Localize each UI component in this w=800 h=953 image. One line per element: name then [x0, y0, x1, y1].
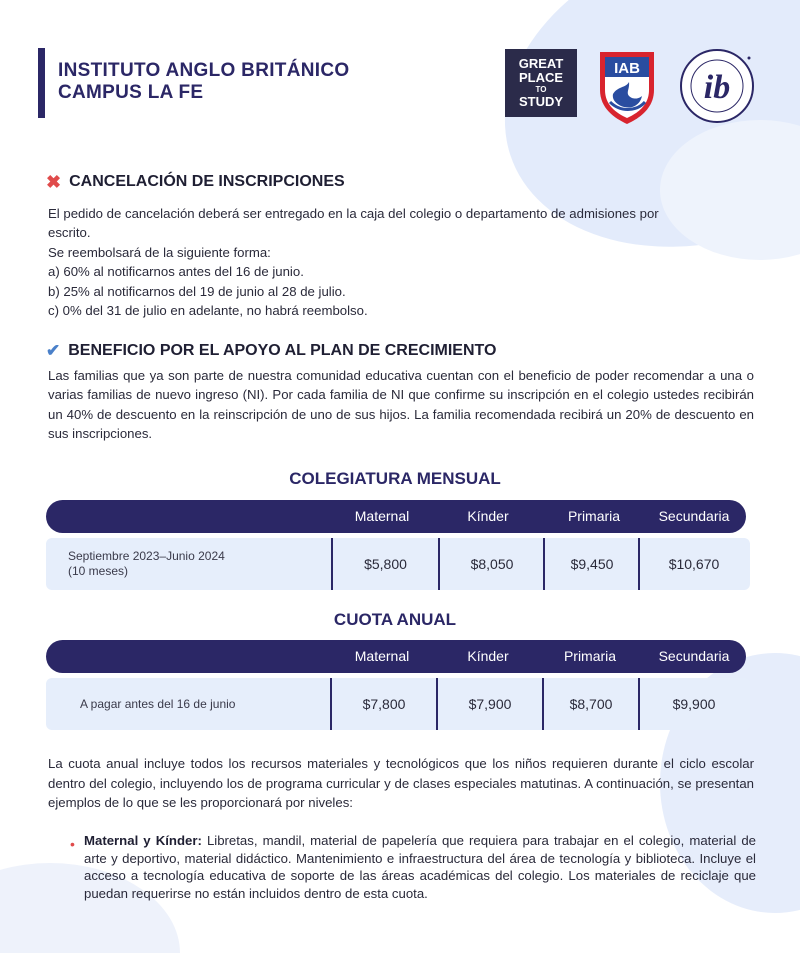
monthly-tuition-title: COLEGIATURA MENSUAL: [289, 469, 501, 488]
school-name-line1: INSTITUTO ANGLO BRITÁNICO: [58, 60, 350, 81]
check-icon: ✔: [46, 341, 61, 360]
great-place-to-study-logo: [505, 49, 577, 117]
header-kinder: Kínder: [467, 648, 509, 664]
refund-item-c: c) 0% del 31 de julio en adelante, no habrá reembolso.: [48, 303, 368, 319]
header-maternal: Maternal: [354, 648, 410, 664]
header-maternal: Maternal: [354, 508, 410, 524]
value-secundaria: $10,670: [668, 556, 720, 572]
annual-fee-description: La cuota anual incluye todos los recursos materiales y tecnológicos que los niños requieren durante el ciclo escolar dentro del colegio, incluyendo los de programa curricular y de clases especiales matutinas. A continuación, se presentan ejemplos de lo que se les proporcionará por niveles:: [48, 756, 754, 811]
annual-fee-title: CUOTA ANUAL: [333, 610, 457, 629]
row-label-line1: Septiembre 2023–Junio 2024: [68, 549, 225, 563]
ib-world-school-logo: [679, 48, 755, 124]
list-item-text: Libretas, mandil, material de papelería que requiera para trabajar en el colegio, material de arte y deportivo, material didáctico. Mantenimiento e infraestructura del área de tecnología y biblioteca. Incluye el acceso a tecnología educativa de soporte de las áreas académicas del colegio. Los materiales de reciclaje que puedan requerirse no están incluidos dentro de esta cuota.: [84, 833, 756, 901]
gps-line1: GREAT: [518, 56, 564, 71]
benefit-title-text: BENEFICIO POR EL APOYO AL PLAN DE CRECIMIENTO: [68, 342, 497, 359]
row-label-line2: (10 meses): [68, 564, 129, 578]
benefit-section-title: [46, 342, 496, 360]
school-name-line2: CAMPUS LA FE: [58, 82, 204, 103]
bullet-icon: •: [70, 836, 75, 852]
header-secundaria: Secundaria: [658, 648, 730, 664]
value-kinder: $8,050: [470, 556, 514, 572]
row-label: [68, 538, 328, 590]
gps-line4: STUDY: [518, 94, 564, 109]
refund-item-b: b) 25% al notificarnos del 19 de junio al 28 de julio.: [48, 283, 346, 299]
cancellation-section-title: [46, 173, 345, 191]
school-name: [58, 60, 349, 104]
value-primaria: $8,700: [569, 696, 613, 712]
header-secundaria: Secundaria: [658, 508, 730, 524]
refund-item-a: a) 60% al notificarnos antes del 16 de junio.: [48, 264, 304, 280]
cancellation-title-text: CANCELACIÓN DE INSCRIPCIONES: [69, 173, 345, 190]
gps-line3: TO: [535, 85, 547, 94]
iab-shield-logo: [596, 50, 658, 126]
value-secundaria: $9,900: [672, 696, 716, 712]
x-icon: ✖: [46, 172, 62, 192]
benefit-text: Las familias que ya son parte de nuestra comunidad educativa cuentan con el beneficio de poder recomendar a una o varias familias de nuevo ingreso (NI). Por cada familia de NI que confirme su inscripción en el colegio ustedes recibirán un 40% de descuento en la reinscripción de uno de sus hijos. La familia recomendada recibirá un 20% de descuento en sus inscripciones.: [48, 368, 754, 442]
value-primaria: $9,450: [570, 556, 614, 572]
list-item-label: Maternal y Kínder:: [84, 833, 202, 848]
value-kinder: $7,900: [468, 696, 512, 712]
ib-logo-text: ib: [703, 69, 731, 106]
value-maternal: $7,800: [362, 696, 406, 712]
monthly-tuition-header: [46, 500, 746, 533]
cancellation-line: Se reembolsará de la siguiente forma:: [48, 244, 271, 260]
iab-logo-text: IAB: [614, 60, 640, 77]
value-maternal: $5,800: [364, 556, 407, 572]
row-label: A pagar antes del 16 de junio: [80, 696, 236, 711]
header-primaria: Primaria: [567, 508, 621, 524]
cancellation-line: escrito.: [48, 225, 91, 241]
list-item: [84, 832, 756, 902]
table-row: [46, 538, 750, 590]
header-accent-bar: [38, 48, 45, 118]
gps-line2: PLACE: [518, 70, 564, 85]
annual-fee-header: [46, 640, 746, 673]
table-row: [46, 678, 750, 730]
header-primaria: Primaria: [563, 648, 617, 664]
header-kinder: Kínder: [467, 508, 509, 524]
cancellation-text: [48, 204, 754, 320]
cancellation-line: El pedido de cancelación deberá ser entregado en la caja del colegio o departamento de admisiones por: [48, 206, 659, 221]
